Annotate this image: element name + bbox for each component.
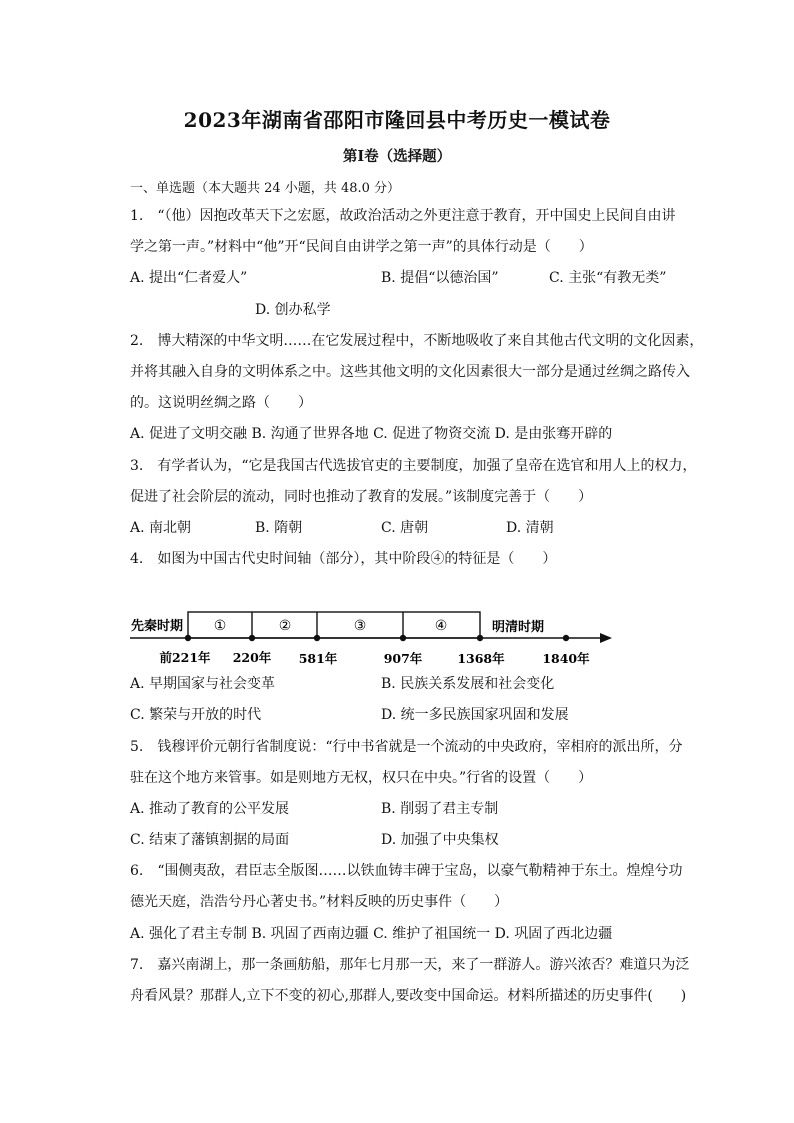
q5-option-b: B. 削弱了君主专制 — [381, 801, 499, 817]
year-label: 220年 — [232, 650, 272, 665]
year-label: 581年 — [298, 651, 338, 666]
year-marker — [185, 635, 191, 641]
q4-option-d: D. 统一多民族国家巩固和发展 — [381, 707, 569, 723]
q7-line-1: 7. 嘉兴南湖上，那一条画舫船，那年七月那一天，来了一群游人。游兴浓否？难道只为泛 — [130, 957, 690, 973]
q6-options: A. 强化了君主专制 B. 巩固了西南边疆 C. 维护了祖国统一 D. 巩固了西北边疆 — [130, 926, 613, 942]
q5-option-a: A. 推动了教育的公平发展 — [130, 801, 290, 817]
year-marker — [400, 635, 406, 641]
paper-subtitle: 第Ⅰ卷（选择题） — [342, 148, 452, 165]
timeline-right-label: 明清时期 — [492, 620, 545, 635]
year-label: 前221年 — [159, 650, 211, 665]
q2-line-1: 2. 博大精深的中华文明……在它发展过程中，不断地吸收了来自其他古代文明的文化因素， — [130, 333, 704, 349]
year-marker — [314, 635, 320, 641]
q3-option-c: C. 唐朝 — [381, 520, 429, 536]
year-label: 1840年 — [542, 651, 590, 666]
q6-line-2: 德光天庭，浩浩兮丹心著史书。”材料反映的历史事件（ ） — [130, 894, 509, 910]
q7-line-2: 舟看风景？那群人,立下不变的初心,那群人,要改变中国命运。材料所描述的历史事件( ) — [130, 988, 687, 1004]
q4-option-a: A. 早期国家与社会变革 — [130, 676, 276, 692]
q1-line-2: 学之第一声。”材料中“他”开“民间自由讲学之第一声”的具体行动是（ ） — [130, 239, 593, 255]
section-heading: 一、单选题（本大题共 24 小题，共 48.0 分） — [130, 181, 401, 196]
q3-option-d: D. 清朝 — [506, 520, 554, 536]
q5-option-c: C. 结束了藩镇割据的局面 — [130, 832, 290, 848]
stage-3: ③ — [353, 618, 367, 634]
year-marker — [249, 635, 255, 641]
q4-option-b: B. 民族关系发展和社会变化 — [381, 676, 555, 692]
q1-option-a: A. 提出“仁者爱人” — [130, 270, 248, 286]
q3-option-a: A. 南北朝 — [130, 520, 192, 536]
q5-line-2: 驻在这个地方来管事。如是则地方无权，权只在中央。”行省的设置（ ） — [130, 770, 593, 786]
q3-line-2: 促进了社会阶层的流动，同时也推动了教育的发展。”该制度完善于（ ） — [130, 489, 593, 505]
q1-option-d: D. 创办私学 — [255, 302, 331, 318]
year-label: 907年 — [383, 651, 423, 666]
year-marker — [563, 635, 569, 641]
year-marker — [477, 635, 483, 641]
q4-line-1: 4. 如图为中国古代史时间轴（部分），其中阶段④的特征是（ ） — [130, 551, 557, 567]
stage-4: ④ — [434, 618, 448, 634]
q2-line-3: 的。这说明丝绸之路（ ） — [130, 395, 312, 411]
q4-option-c: C. 繁荣与开放的时代 — [130, 707, 262, 723]
timeline-arrow — [600, 633, 612, 643]
timeline-left-label: 先秦时期 — [131, 619, 184, 634]
q5-option-d: D. 加强了中央集权 — [381, 832, 499, 848]
q2-options: A. 促进了文明交融 B. 沟通了世界各地 C. 促进了物资交流 D. 是由张骞开辟的 — [130, 426, 613, 442]
q6-line-1: 6. “围侧夷敌，君臣志全版图……以铁血铸丰碑于宝岛，以豪气勒精神于东土。煌煌兮功 — [130, 863, 683, 879]
q2-line-2: 并将其融入自身的文明体系之中。这些其他文明的文化因素很大一部分是通过丝绸之路传入 — [130, 364, 690, 380]
q1-option-b: B. 提倡“以德治国” — [381, 270, 499, 286]
q1-line-1: 1. “（他）因抱改革天下之宏愿，故政治活动之外更注意于教育，开中国史上民间自由讲 — [130, 208, 676, 224]
q3-line-1: 3. 有学者认为，“它是我国古代选拔官吏的主要制度，加强了皇帝在选官和用人上的权力， — [130, 458, 697, 474]
q5-line-1: 5. 钱穆评价元朝行省制度说：“行中书省就是一个流动的中央政府，宰相府的派出所，分 — [130, 739, 683, 755]
exam-title: 2023年湖南省邵阳市隆回县中考历史一模试卷 — [183, 108, 611, 132]
q1-option-c: C. 主张“有教无类” — [549, 270, 667, 286]
year-label: 1368年 — [457, 651, 505, 666]
q3-option-b: B. 隋朝 — [255, 520, 303, 536]
stage-2: ② — [278, 618, 292, 634]
stage-1: ① — [213, 618, 227, 634]
